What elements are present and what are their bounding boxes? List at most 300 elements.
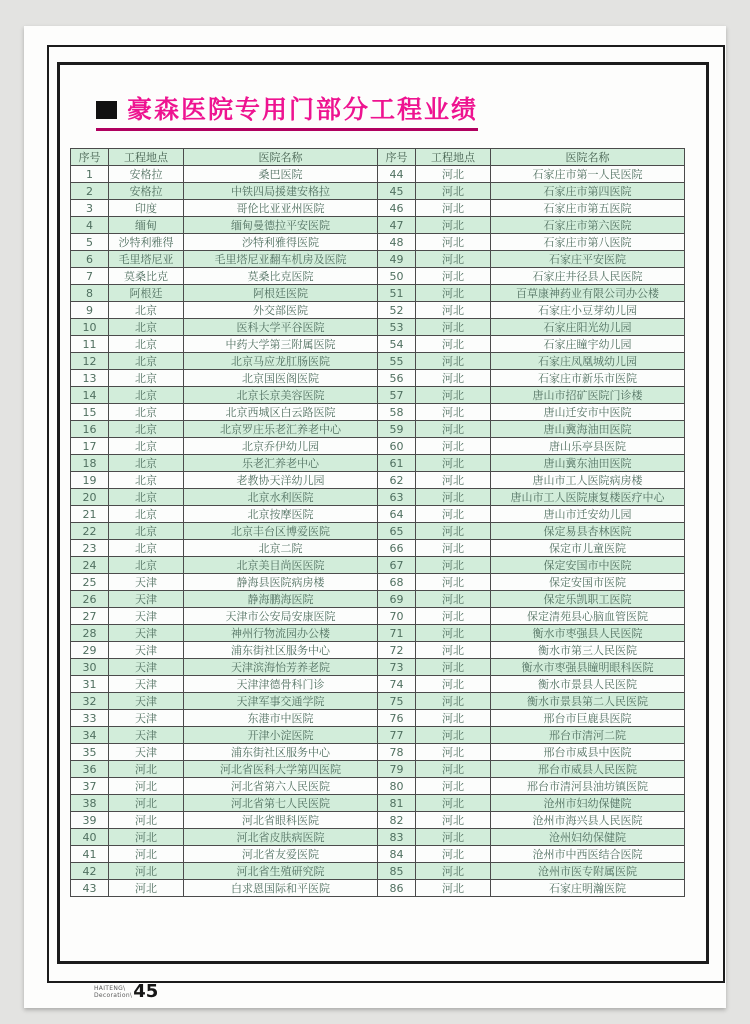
table-row <box>71 693 685 710</box>
cell-location: 北京 <box>109 370 184 387</box>
table-row <box>71 540 685 557</box>
table-row <box>71 183 685 200</box>
cell-location: 河北 <box>416 625 491 642</box>
cell-hospital: 保定乐凯职工医院 <box>491 591 685 608</box>
cell-location: 北京 <box>109 506 184 523</box>
cell-location: 河北 <box>416 829 491 846</box>
cell-location: 天津 <box>109 727 184 744</box>
table-row <box>71 795 685 812</box>
cell-hospital: 毛里塔尼亚翻车机房及医院 <box>184 251 378 268</box>
cell-hospital: 北京美目尚医医院 <box>184 557 378 574</box>
cell-seq: 22 <box>71 523 109 540</box>
cell-location: 河北 <box>416 727 491 744</box>
cell-hospital: 石家庄瞳宇幼儿园 <box>491 336 685 353</box>
cell-seq: 13 <box>71 370 109 387</box>
cell-hospital: 北京乔伊幼儿园 <box>184 438 378 455</box>
cell-hospital: 河北省生殖研究院 <box>184 863 378 880</box>
cell-seq: 50 <box>378 268 416 285</box>
cell-seq: 51 <box>378 285 416 302</box>
table-row <box>71 761 685 778</box>
cell-hospital: 保定易县杏林医院 <box>491 523 685 540</box>
cell-location: 阿根廷 <box>109 285 184 302</box>
cell-location: 河北 <box>416 268 491 285</box>
cell-seq: 23 <box>71 540 109 557</box>
cell-location: 河北 <box>416 778 491 795</box>
table-row <box>71 812 685 829</box>
cell-location: 河北 <box>416 642 491 659</box>
cell-seq: 85 <box>378 863 416 880</box>
cell-hospital: 石家庄明瀚医院 <box>491 880 685 897</box>
cell-seq: 10 <box>71 319 109 336</box>
cell-location: 河北 <box>416 761 491 778</box>
table-row <box>71 829 685 846</box>
cell-seq: 81 <box>378 795 416 812</box>
cell-seq: 47 <box>378 217 416 234</box>
cell-hospital: 沧州妇幼保健院 <box>491 829 685 846</box>
cell-location: 北京 <box>109 319 184 336</box>
cell-location: 印度 <box>109 200 184 217</box>
cell-seq: 58 <box>378 404 416 421</box>
cell-hospital: 外交部医院 <box>184 302 378 319</box>
cell-hospital: 老教协天洋幼儿园 <box>184 472 378 489</box>
cell-location: 河北 <box>416 744 491 761</box>
inner-border-frame <box>57 62 709 1002</box>
cell-seq: 84 <box>378 846 416 863</box>
cell-location: 河北 <box>416 523 491 540</box>
cell-seq: 60 <box>378 438 416 455</box>
cell-hospital: 唐山市招矿医院门诊楼 <box>491 387 685 404</box>
cell-hospital: 河北省眼科医院 <box>184 812 378 829</box>
table-row <box>71 642 685 659</box>
cell-hospital: 邢台市威县中医院 <box>491 744 685 761</box>
cell-location: 北京 <box>109 336 184 353</box>
cell-location: 北京 <box>109 353 184 370</box>
cell-hospital: 石家庄市第八医院 <box>491 234 685 251</box>
cell-seq: 44 <box>378 166 416 183</box>
cell-hospital: 唐山市工人医院康复楼医疗中心 <box>491 489 685 506</box>
title-block <box>96 97 478 131</box>
cell-hospital: 北京丰台区博爱医院 <box>184 523 378 540</box>
cell-hospital: 唐山乐亭县医院 <box>491 438 685 455</box>
cell-location: 河北 <box>416 251 491 268</box>
table-row <box>71 778 685 795</box>
cell-seq: 45 <box>378 183 416 200</box>
table-row <box>71 421 685 438</box>
cell-seq: 77 <box>378 727 416 744</box>
cell-hospital: 石家庄平安医院 <box>491 251 685 268</box>
cell-seq: 15 <box>71 404 109 421</box>
title-bullet-square <box>96 101 117 119</box>
cell-hospital: 保定安国市医院 <box>491 574 685 591</box>
cell-seq: 20 <box>71 489 109 506</box>
cell-seq: 37 <box>71 778 109 795</box>
cell-hospital: 中药大学第三附属医院 <box>184 336 378 353</box>
page-number: 45 <box>133 981 159 1002</box>
cell-hospital: 石家庄市第五医院 <box>491 200 685 217</box>
cell-location: 河北 <box>416 336 491 353</box>
cell-location: 北京 <box>109 387 184 404</box>
cell-seq: 70 <box>378 608 416 625</box>
cell-hospital: 北京罗庄乐老汇养老中心 <box>184 421 378 438</box>
cell-seq: 12 <box>71 353 109 370</box>
cell-location: 河北 <box>416 489 491 506</box>
cell-location: 河北 <box>416 404 491 421</box>
cell-location: 河北 <box>416 353 491 370</box>
cell-location: 河北 <box>416 370 491 387</box>
table-row <box>71 200 685 217</box>
cell-hospital: 石家庄井径县人民医院 <box>491 268 685 285</box>
header-location-right: 工程地点 <box>416 149 491 166</box>
cell-location: 河北 <box>416 812 491 829</box>
cell-location: 河北 <box>416 302 491 319</box>
table-row <box>71 846 685 863</box>
table-row <box>71 727 685 744</box>
cell-hospital: 衡水市枣强县人民医院 <box>491 625 685 642</box>
cell-hospital: 北京二院 <box>184 540 378 557</box>
cell-hospital: 保定市儿童医院 <box>491 540 685 557</box>
cell-hospital: 保定安国市中医院 <box>491 557 685 574</box>
cell-seq: 73 <box>378 659 416 676</box>
cell-location: 河北 <box>416 285 491 302</box>
cell-hospital: 邢台市清河二院 <box>491 727 685 744</box>
projects-table <box>70 148 685 897</box>
table-row <box>71 625 685 642</box>
cell-seq: 19 <box>71 472 109 489</box>
header-hospital-right: 医院名称 <box>491 149 685 166</box>
cell-location: 河北 <box>109 761 184 778</box>
cell-hospital: 静海县医院病房楼 <box>184 574 378 591</box>
cell-hospital: 衡水市第三人民医院 <box>491 642 685 659</box>
table-row <box>71 608 685 625</box>
cell-seq: 25 <box>71 574 109 591</box>
cell-seq: 67 <box>378 557 416 574</box>
cell-location: 北京 <box>109 523 184 540</box>
cell-hospital: 唐山冀东油田医院 <box>491 455 685 472</box>
cell-hospital: 衡水市景县第二人民医院 <box>491 693 685 710</box>
table-row <box>71 455 685 472</box>
table-row <box>71 387 685 404</box>
cell-location: 河北 <box>416 659 491 676</box>
table-row <box>71 863 685 880</box>
cell-location: 北京 <box>109 421 184 438</box>
cell-location: 河北 <box>416 863 491 880</box>
cell-hospital: 石家庄凤凰城幼儿园 <box>491 353 685 370</box>
cell-seq: 3 <box>71 200 109 217</box>
cell-location: 天津 <box>109 693 184 710</box>
cell-location: 河北 <box>416 608 491 625</box>
cell-seq: 26 <box>71 591 109 608</box>
cell-seq: 61 <box>378 455 416 472</box>
cell-hospital: 开津小淀医院 <box>184 727 378 744</box>
cell-hospital: 沧州市医专附属医院 <box>491 863 685 880</box>
cell-hospital: 东港市中医院 <box>184 710 378 727</box>
cell-hospital: 石家庄小豆芽幼儿园 <box>491 302 685 319</box>
cell-hospital: 唐山市工人医院病房楼 <box>491 472 685 489</box>
cell-location: 天津 <box>109 608 184 625</box>
cell-hospital: 河北省第六人民医院 <box>184 778 378 795</box>
cell-seq: 18 <box>71 455 109 472</box>
cell-hospital: 天津津德骨科门诊 <box>184 676 378 693</box>
cell-seq: 28 <box>71 625 109 642</box>
cell-seq: 11 <box>71 336 109 353</box>
cell-location: 河北 <box>416 693 491 710</box>
cell-seq: 43 <box>71 880 109 897</box>
cell-seq: 31 <box>71 676 109 693</box>
cell-seq: 69 <box>378 591 416 608</box>
table-row <box>71 523 685 540</box>
cell-location: 莫桑比克 <box>109 268 184 285</box>
table-row <box>71 370 685 387</box>
header-location-left: 工程地点 <box>109 149 184 166</box>
table-row <box>71 591 685 608</box>
cell-seq: 78 <box>378 744 416 761</box>
cell-hospital: 河北省第七人民医院 <box>184 795 378 812</box>
cell-location: 河北 <box>416 387 491 404</box>
cell-hospital: 阿根廷医院 <box>184 285 378 302</box>
table-header-row <box>71 149 685 166</box>
cell-location: 北京 <box>109 472 184 489</box>
table-row <box>71 506 685 523</box>
cell-seq: 38 <box>71 795 109 812</box>
cell-location: 北京 <box>109 557 184 574</box>
table-row <box>71 880 685 897</box>
table-row <box>71 489 685 506</box>
cell-seq: 14 <box>71 387 109 404</box>
cell-hospital: 沙特利雅得医院 <box>184 234 378 251</box>
cell-seq: 39 <box>71 812 109 829</box>
cell-seq: 30 <box>71 659 109 676</box>
table-row <box>71 319 685 336</box>
cell-location: 河北 <box>109 778 184 795</box>
cell-location: 天津 <box>109 659 184 676</box>
cell-location: 河北 <box>416 438 491 455</box>
cell-seq: 33 <box>71 710 109 727</box>
cell-seq: 40 <box>71 829 109 846</box>
cell-seq: 52 <box>378 302 416 319</box>
table-row <box>71 302 685 319</box>
cell-location: 河北 <box>416 234 491 251</box>
cell-location: 安格拉 <box>109 166 184 183</box>
cell-location: 河北 <box>109 880 184 897</box>
page-title: 豪森医院专用门部分工程业绩 <box>127 95 479 124</box>
cell-hospital: 北京国医阁医院 <box>184 370 378 387</box>
cell-location: 北京 <box>109 540 184 557</box>
cell-location: 河北 <box>416 574 491 591</box>
cell-seq: 65 <box>378 523 416 540</box>
cell-seq: 36 <box>71 761 109 778</box>
cell-seq: 48 <box>378 234 416 251</box>
table-row <box>71 353 685 370</box>
cell-seq: 8 <box>71 285 109 302</box>
cell-location: 河北 <box>109 846 184 863</box>
cell-location: 河北 <box>416 540 491 557</box>
cell-hospital: 缅甸曼德拉平安医院 <box>184 217 378 234</box>
cell-location: 天津 <box>109 574 184 591</box>
table-row <box>71 166 685 183</box>
cell-seq: 57 <box>378 387 416 404</box>
cell-hospital: 沧州市妇幼保健院 <box>491 795 685 812</box>
cell-location: 天津 <box>109 591 184 608</box>
cell-location: 天津 <box>109 744 184 761</box>
cell-seq: 16 <box>71 421 109 438</box>
table-row <box>71 251 685 268</box>
cell-hospital: 邢台市威县人民医院 <box>491 761 685 778</box>
cell-hospital: 神州行物流园办公楼 <box>184 625 378 642</box>
cell-seq: 7 <box>71 268 109 285</box>
cell-seq: 80 <box>378 778 416 795</box>
cell-hospital: 衡水市景县人民医院 <box>491 676 685 693</box>
cell-hospital: 乐老汇养老中心 <box>184 455 378 472</box>
cell-seq: 62 <box>378 472 416 489</box>
cell-location: 河北 <box>416 455 491 472</box>
cell-hospital: 邢台市清河县油坊镇医院 <box>491 778 685 795</box>
cell-seq: 64 <box>378 506 416 523</box>
cell-seq: 24 <box>71 557 109 574</box>
cell-location: 天津 <box>109 710 184 727</box>
header-hospital-left: 医院名称 <box>184 149 378 166</box>
cell-location: 天津 <box>109 676 184 693</box>
brand-line-2: Decoration\ <box>94 991 133 999</box>
cell-seq: 5 <box>71 234 109 251</box>
cell-location: 河北 <box>416 319 491 336</box>
brand-mark <box>94 985 132 999</box>
cell-hospital: 天津滨海怡芳养老院 <box>184 659 378 676</box>
cell-hospital: 中铁四局援建安格拉 <box>184 183 378 200</box>
cell-hospital: 百草康神药业有限公司办公楼 <box>491 285 685 302</box>
cell-hospital: 邢台市巨鹿县医院 <box>491 710 685 727</box>
cell-seq: 32 <box>71 693 109 710</box>
cell-location: 北京 <box>109 438 184 455</box>
cell-location: 北京 <box>109 455 184 472</box>
cell-seq: 79 <box>378 761 416 778</box>
cell-hospital: 北京马应龙肛肠医院 <box>184 353 378 370</box>
cell-hospital: 桑巴医院 <box>184 166 378 183</box>
brand-line-1: HAITENG\ <box>94 984 126 992</box>
cell-hospital: 沧州市海兴县人民医院 <box>491 812 685 829</box>
header-seq-left: 序号 <box>71 149 109 166</box>
cell-location: 河北 <box>416 166 491 183</box>
table-row <box>71 744 685 761</box>
cell-hospital: 浦东街社区服务中心 <box>184 744 378 761</box>
document-page <box>24 26 726 1008</box>
cell-location: 毛里塔尼亚 <box>109 251 184 268</box>
cell-hospital: 石家庄市第一人民医院 <box>491 166 685 183</box>
cell-seq: 76 <box>378 710 416 727</box>
cell-location: 沙特利雅得 <box>109 234 184 251</box>
cell-hospital: 衡水市枣强县瞳明眼科医院 <box>491 659 685 676</box>
cell-location: 河北 <box>416 880 491 897</box>
cell-seq: 83 <box>378 829 416 846</box>
cell-hospital: 保定清苑县心脑血管医院 <box>491 608 685 625</box>
cell-hospital: 河北省医科大学第四医院 <box>184 761 378 778</box>
cell-seq: 53 <box>378 319 416 336</box>
cell-location: 北京 <box>109 404 184 421</box>
cell-hospital: 石家庄市第六医院 <box>491 217 685 234</box>
cell-seq: 2 <box>71 183 109 200</box>
cell-seq: 9 <box>71 302 109 319</box>
cell-seq: 66 <box>378 540 416 557</box>
cell-seq: 55 <box>378 353 416 370</box>
cell-hospital: 北京西城区白云路医院 <box>184 404 378 421</box>
cell-hospital: 北京长京美容医院 <box>184 387 378 404</box>
table-row <box>71 574 685 591</box>
cell-hospital: 河北省友爱医院 <box>184 846 378 863</box>
cell-hospital: 浦东街社区服务中心 <box>184 642 378 659</box>
table-row <box>71 217 685 234</box>
cell-hospital: 白求恩国际和平医院 <box>184 880 378 897</box>
cell-seq: 27 <box>71 608 109 625</box>
table-row <box>71 659 685 676</box>
cell-seq: 42 <box>71 863 109 880</box>
cell-location: 河北 <box>416 200 491 217</box>
cell-hospital: 静海鹏海医院 <box>184 591 378 608</box>
cell-location: 北京 <box>109 489 184 506</box>
table-row <box>71 557 685 574</box>
cell-location: 河北 <box>416 472 491 489</box>
cell-hospital: 北京按摩医院 <box>184 506 378 523</box>
cell-location: 缅甸 <box>109 217 184 234</box>
cell-seq: 74 <box>378 676 416 693</box>
cell-seq: 41 <box>71 846 109 863</box>
table-row <box>71 404 685 421</box>
table-row <box>71 336 685 353</box>
cell-hospital: 天津市公安局安康医院 <box>184 608 378 625</box>
table-row <box>71 438 685 455</box>
cell-seq: 46 <box>378 200 416 217</box>
table-row <box>71 472 685 489</box>
cell-seq: 17 <box>71 438 109 455</box>
cell-hospital: 唐山迁安市中医院 <box>491 404 685 421</box>
cell-seq: 75 <box>378 693 416 710</box>
cell-seq: 6 <box>71 251 109 268</box>
cell-hospital: 唐山冀海油田医院 <box>491 421 685 438</box>
cell-seq: 71 <box>378 625 416 642</box>
cell-location: 天津 <box>109 625 184 642</box>
outer-border-frame <box>47 45 725 1002</box>
cell-seq: 35 <box>71 744 109 761</box>
cell-hospital: 石家庄市第四医院 <box>491 183 685 200</box>
cell-location: 河北 <box>416 557 491 574</box>
cell-location: 河北 <box>109 863 184 880</box>
cell-hospital: 天津军事交通学院 <box>184 693 378 710</box>
cell-location: 河北 <box>416 795 491 812</box>
cell-location: 北京 <box>109 302 184 319</box>
cell-hospital: 河北省皮肤病医院 <box>184 829 378 846</box>
cell-location: 河北 <box>109 795 184 812</box>
cell-seq: 59 <box>378 421 416 438</box>
cell-location: 河北 <box>416 591 491 608</box>
cell-seq: 1 <box>71 166 109 183</box>
cell-location: 河北 <box>416 846 491 863</box>
cell-hospital: 唐山市迁安幼儿园 <box>491 506 685 523</box>
cell-location: 天津 <box>109 642 184 659</box>
cell-location: 安格拉 <box>109 183 184 200</box>
cell-seq: 68 <box>378 574 416 591</box>
table-row <box>71 234 685 251</box>
table-row <box>71 676 685 693</box>
cell-hospital: 莫桑比克医院 <box>184 268 378 285</box>
cell-location: 河北 <box>109 829 184 846</box>
cell-seq: 29 <box>71 642 109 659</box>
cell-seq: 82 <box>378 812 416 829</box>
cell-location: 河北 <box>416 421 491 438</box>
cell-seq: 4 <box>71 217 109 234</box>
cell-location: 河北 <box>416 710 491 727</box>
cell-seq: 72 <box>378 642 416 659</box>
cell-hospital: 医科大学平谷医院 <box>184 319 378 336</box>
table-body <box>71 166 685 897</box>
cell-seq: 34 <box>71 727 109 744</box>
